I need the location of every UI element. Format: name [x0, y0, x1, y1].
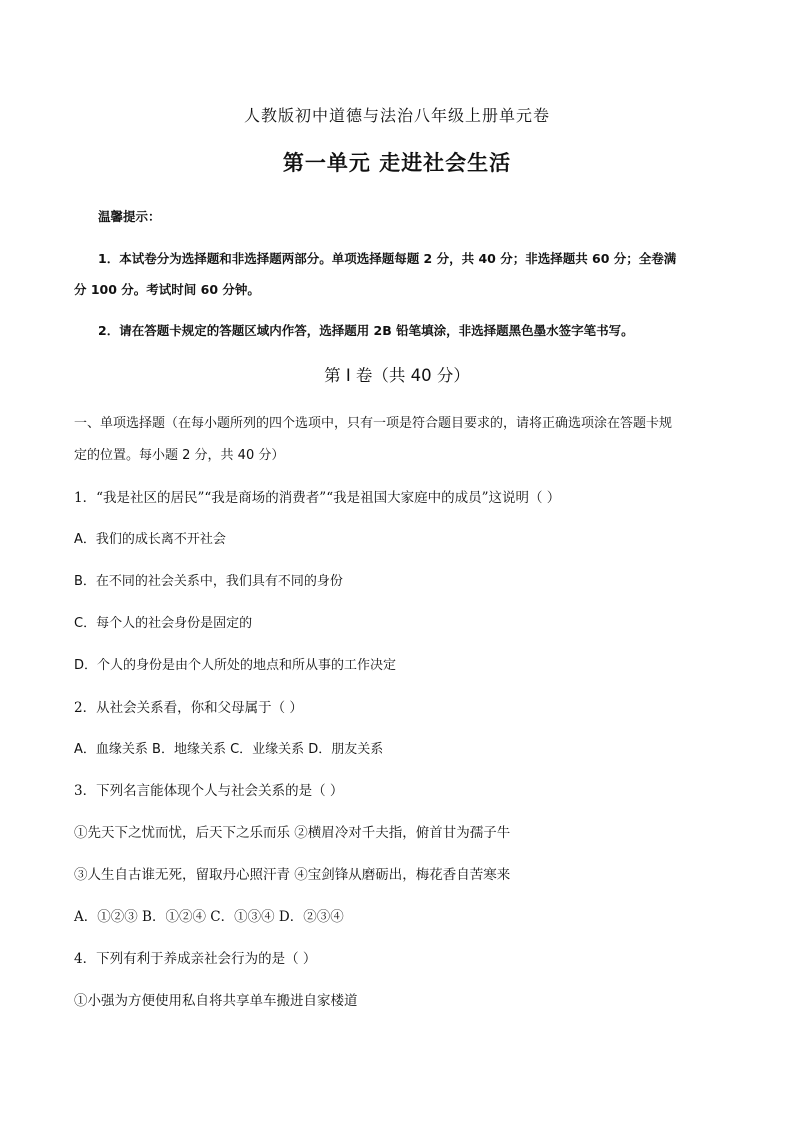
question-2-stem: 2．从社会关系看，你和父母属于（ ） [74, 700, 303, 716]
question-2-options: A．血缘关系 B．地缘关系 C．业缘关系 D．朋友关系 [74, 742, 384, 757]
section-instruction: 一、单项选择题（在每小题所列的四个选项中，只有一项是符合题目要求的，请将正确选项涂在答题卡规 [74, 416, 673, 431]
section-instruction-cont: 定的位置。每小题 2 分，共 40 分） [74, 448, 285, 463]
tips-item-1: 1．本试卷分为选择题和非选择题两部分。单项选择题每题 2 分，共 40 分；非选择题共 60 分；全卷满 [98, 251, 677, 266]
question-3-statements-1: ①先天下之忧而忧，后天下之乐而乐 ②横眉冷对千夫指，俯首甘为孺子牛 [74, 825, 511, 841]
exam-subtitle: 人教版初中道德与法治八年级上册单元卷 [243, 106, 550, 125]
question-3-statements-2: ③人生自古谁无死，留取丹心照汗青 ④宝剑锋从磨砺出，梅花香自苦寒来 [74, 867, 511, 883]
question-3-options: A．①②③ B．①②④ C．①③④ D．②③④ [74, 909, 344, 925]
question-1-stem: 1．“我是社区的居民”“我是商场的消费者”“我是祖国大家庭中的成员”这说明（ ） [74, 490, 561, 506]
question-1-option-b: B．在不同的社会关系中，我们具有不同的身份 [74, 574, 343, 589]
tips-item-1-cont: 分 100 分。考试时间 60 分钟。 [74, 282, 260, 297]
question-1-option-c: C．每个人的社会身份是固定的 [74, 616, 253, 631]
question-1-option-a: A．我们的成长离不开社会 [74, 532, 226, 547]
tips-item-2: 2．请在答题卡规定的答题区域内作答，选择题用 2B 铅笔填涂，非选择题黑色墨水签字笔书写。 [98, 323, 634, 338]
question-4-statement-1: ①小强为方便使用私自将共享单车搬进自家楼道 [74, 993, 358, 1009]
section-title: 第 Ⅰ 卷（共 40 分） [324, 366, 470, 385]
tips-label: 温馨提示： [98, 209, 161, 224]
question-1-option-d: D．个人的身份是由个人所处的地点和所从事的工作决定 [74, 658, 397, 673]
page-title: 第一单元 走进社会生活 [282, 151, 512, 175]
question-3-stem: 3．下列名言能体现个人与社会关系的是（ ） [74, 783, 344, 799]
question-4-stem: 4．下列有利于养成亲社会行为的是（ ） [74, 951, 317, 967]
